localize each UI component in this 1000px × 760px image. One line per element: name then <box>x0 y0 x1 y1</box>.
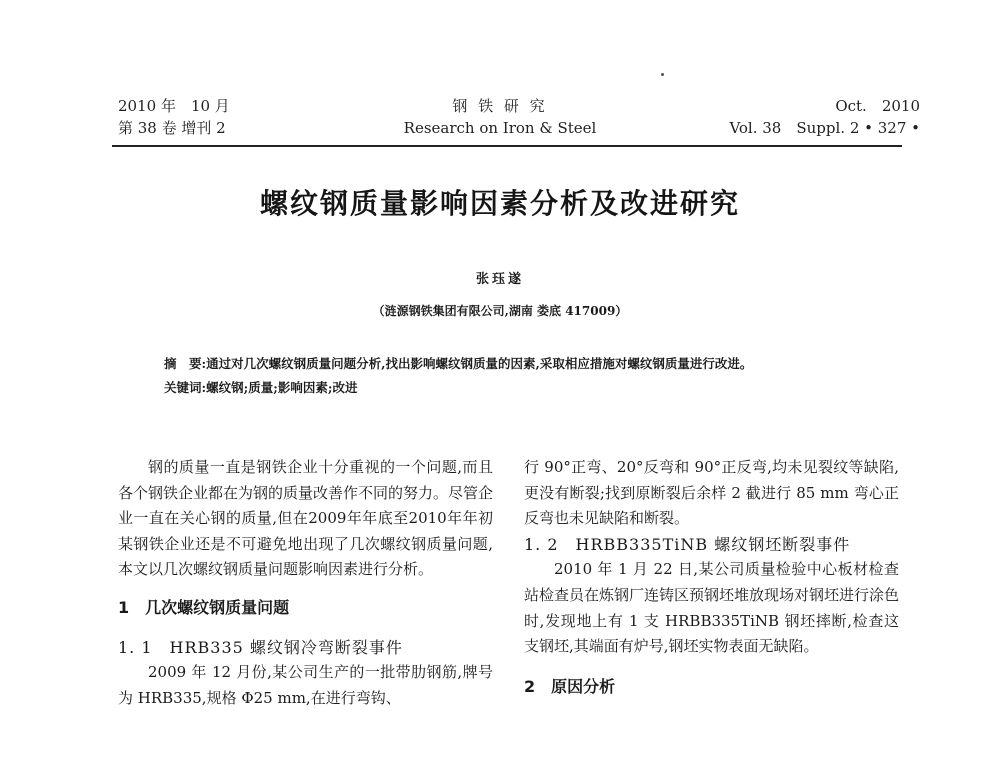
section-1-heading: 1 几次螺纹钢质量问题 <box>118 597 290 617</box>
journal-name <box>380 95 620 139</box>
header-volume-page: Vol. 38 Suppl. 2 • 327 • <box>729 119 920 137</box>
subsection-1-2-heading: 1. 2 HRBB335TiNB 螺纹钢坯断裂事件 <box>524 534 851 554</box>
keywords <box>164 376 854 400</box>
section-2-heading: 2 原因分析 <box>524 676 616 696</box>
intro-paragraph: 钢的质量一直是钢铁企业十分重视的一个问题,而且各个钢铁企业都在为钢的质量改善作不同的努力。尽管企业一直在关心钢的质量,但在2009年年底至2010年年初某钢铁企业还是不可避免地出现了几次螺纹钢质量问题,本文以几次螺纹钢质量问题影响因素进行分析。 <box>118 458 494 579</box>
right-column <box>524 455 899 699</box>
journal-issue-page <box>660 95 920 139</box>
header-date: 2010 年 10 月 <box>118 97 230 115</box>
subsection-1-1-paragraph: 2009 年 12 月份,某公司生产的一批带肋钢筋,牌号为 HRB335,规格 Φ25 mm,在进行弯钩、 <box>118 663 493 707</box>
subsection-1-2-paragraph: 2010 年 1 月 22 日,某公司质量检验中心板材检查站检查员在炼钢厂连铸区预钢坯堆放现场对钢坯进行涂色时,发现地上有 1 支 HRBB335TiNB 钢坯摔断,检查这支钢坯,其端面有炉号,钢坯实物表面无缺陷。 <box>524 560 900 656</box>
header-volume: 第 38 卷 增刊 2 <box>118 119 226 137</box>
left-column <box>118 455 493 711</box>
header-date-en: Oct. 2010 <box>835 97 920 115</box>
keywords-label: 关键词: <box>164 380 207 395</box>
abstract <box>164 352 854 376</box>
subsection-1-1-heading: 1. 1 HRB335 螺纹钢冷弯断裂事件 <box>118 637 403 657</box>
continued-paragraph: 行 90°正弯、20°反弯和 90°正反弯,均未见裂纹等缺陷,更没有断裂;找到原断裂后余样 2 截进行 85 mm 弯心正反弯也未见缺陷和断裂。 <box>524 458 899 528</box>
paper-title: 螺纹钢质量影响因素分析及改进研究 <box>259 187 740 220</box>
paper-author: 张珏遂 <box>475 272 524 287</box>
header-rule <box>112 145 902 147</box>
author-affiliation: （涟源钢铁集团有限公司,湖南 娄底 417009） <box>372 304 628 318</box>
journal-name-cn: 钢 铁 研 究 <box>452 97 548 115</box>
journal-date-volume <box>118 95 230 139</box>
abstract-label: 摘 要: <box>164 356 207 371</box>
keywords-text: 螺纹钢;质量;影响因素;改进 <box>206 380 358 395</box>
abstract-text: 通过对几次螺纹钢质量问题分析,找出影响螺纹钢质量的因素,采取相应措施对螺纹钢质量进行改进。 <box>206 356 753 371</box>
journal-name-en: Research on Iron & Steel <box>403 119 597 137</box>
scan-speck <box>661 73 664 76</box>
abstract-block <box>164 352 854 400</box>
